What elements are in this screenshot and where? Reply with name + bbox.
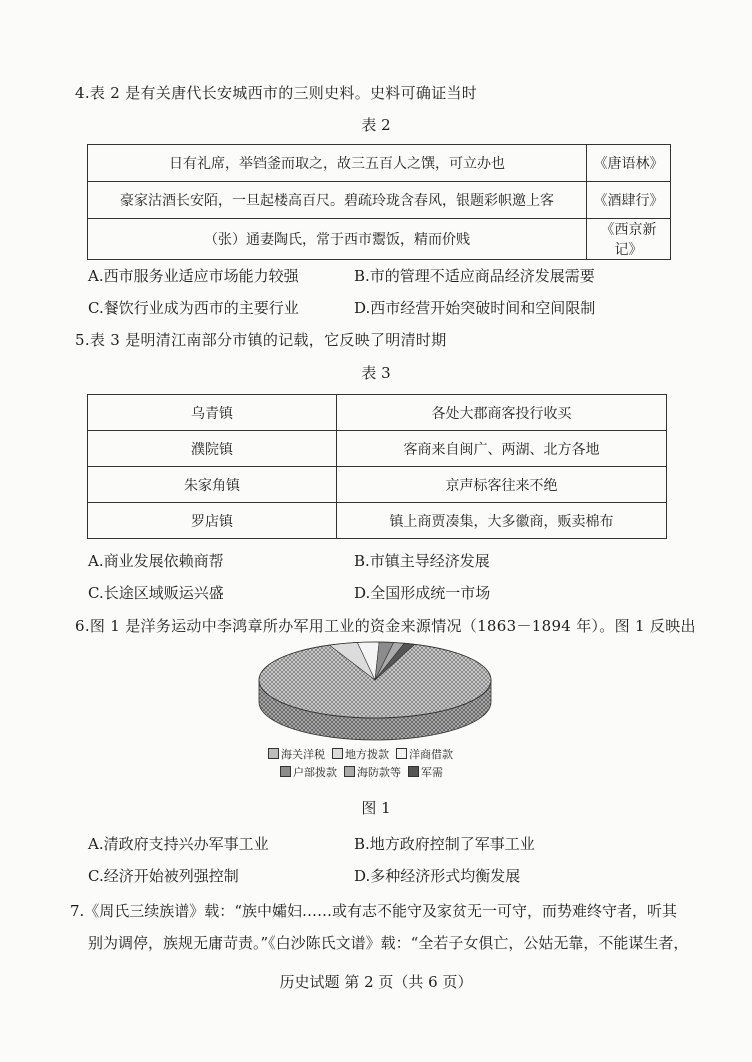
- legend-swatch: [408, 766, 419, 777]
- table3-caption: 表 3: [361, 364, 391, 382]
- pie-legend-row-2: [280, 764, 443, 780]
- table-row: [88, 395, 667, 431]
- table-cell-text: 豪家沽酒长安陌，一旦起楼高百尺。碧疏玲珑含春风，银题彩帜邀上客: [88, 182, 587, 219]
- q6-option-b: B.地方政府控制了军事工业: [354, 835, 535, 853]
- table-cell-source: 《酒肆行》: [587, 182, 671, 219]
- q6-option-c: C.经济开始被列强控制: [88, 867, 239, 885]
- q5-option-d: D.全国形成统一市场: [354, 584, 491, 602]
- q5-option-c: C.长途区域贩运兴盛: [88, 584, 224, 602]
- q6-option-a: A.清政府支持兴办军事工业: [88, 835, 269, 853]
- legend-swatch: [396, 748, 407, 759]
- table-cell-record: 京声标客往来不绝: [337, 467, 667, 503]
- table-row: [88, 182, 671, 219]
- q4-option-a: A.西市服务业适应市场能力较强: [88, 267, 299, 285]
- q5-option-a: A.商业发展依赖商帮: [88, 552, 224, 570]
- legend-swatch: [344, 766, 355, 777]
- legend-swatch: [332, 748, 343, 759]
- table-cell-source: 《西京新记》: [587, 219, 671, 260]
- q7-line-2: 别为调停，族规无庸苛责。”《白沙陈氏文谱》载：“全若子女俱亡，公姑无靠，不能谋生者，: [88, 934, 689, 952]
- q6-option-d: D.多种经济形式均衡发展: [354, 867, 521, 885]
- legend-item: 海防款等: [344, 766, 401, 779]
- q6-stem: 6.图 1 是洋务运动中李鸿章所办军用工业的资金来源情况（1863－1894 年）。图 1 反映出: [75, 617, 696, 635]
- table-row: [88, 467, 667, 503]
- legend-item: 户部拨款: [280, 766, 337, 779]
- q7-line-1: 7.《周氏三续族谱》载：“族中孀妇……或有志不能守及家贫无一可守，而势难终守者，听其: [70, 902, 677, 920]
- table-row: [88, 503, 667, 539]
- table-3: [87, 394, 667, 539]
- table-cell-town: 罗店镇: [88, 503, 337, 539]
- q5-option-b: B.市镇主导经济发展: [354, 552, 490, 570]
- table-row: [88, 219, 671, 260]
- legend-item: 海关洋税: [268, 748, 325, 761]
- table-cell-text: （张）通妻陶氏，常于西市鬻饭，精而价贱: [88, 219, 587, 260]
- legend-item: 洋商借款: [396, 748, 453, 761]
- table-cell-town: 乌青镇: [88, 395, 337, 431]
- table-cell-record: 客商来自闽广、两湖、北方各地: [337, 431, 667, 467]
- pie-chart: [250, 640, 500, 750]
- table-row: [88, 431, 667, 467]
- table-2: [87, 144, 671, 260]
- pie-legend-row-1: [268, 746, 453, 762]
- legend-swatch: [280, 766, 291, 777]
- page-footer: 历史试题 第 2 页（共 6 页）: [279, 973, 473, 991]
- table-cell-town: 濮院镇: [88, 431, 337, 467]
- q5-stem: 5.表 3 是明清江南部分市镇的记载，它反映了明清时期: [75, 331, 447, 349]
- table-cell-record: 各处大郡商客投行收买: [337, 395, 667, 431]
- figure1-caption: 图 1: [361, 799, 391, 817]
- table-cell-source: 《唐语林》: [587, 145, 671, 182]
- q4-option-c: C.餐饮行业成为西市的主要行业: [88, 299, 299, 317]
- q4-stem: 4.表 2 是有关唐代长安城西市的三则史料。史料可确证当时: [75, 84, 478, 102]
- table-cell-record: 镇上商贾凑集，大多徽商，贩卖棉布: [337, 503, 667, 539]
- q4-option-d: D.西市经营开始突破时间和空间限制: [354, 299, 596, 317]
- table-cell-text: 日有礼席，举铛釜而取之，故三五百人之馔，可立办也: [88, 145, 587, 182]
- legend-swatch: [268, 748, 279, 759]
- q4-option-b: B.市的管理不适应商品经济发展需要: [354, 267, 595, 285]
- table2-caption: 表 2: [361, 116, 391, 134]
- table-row: [88, 145, 671, 182]
- table-cell-town: 朱家角镇: [88, 467, 337, 503]
- legend-item: 地方拨款: [332, 748, 389, 761]
- legend-item: 军需: [408, 766, 443, 779]
